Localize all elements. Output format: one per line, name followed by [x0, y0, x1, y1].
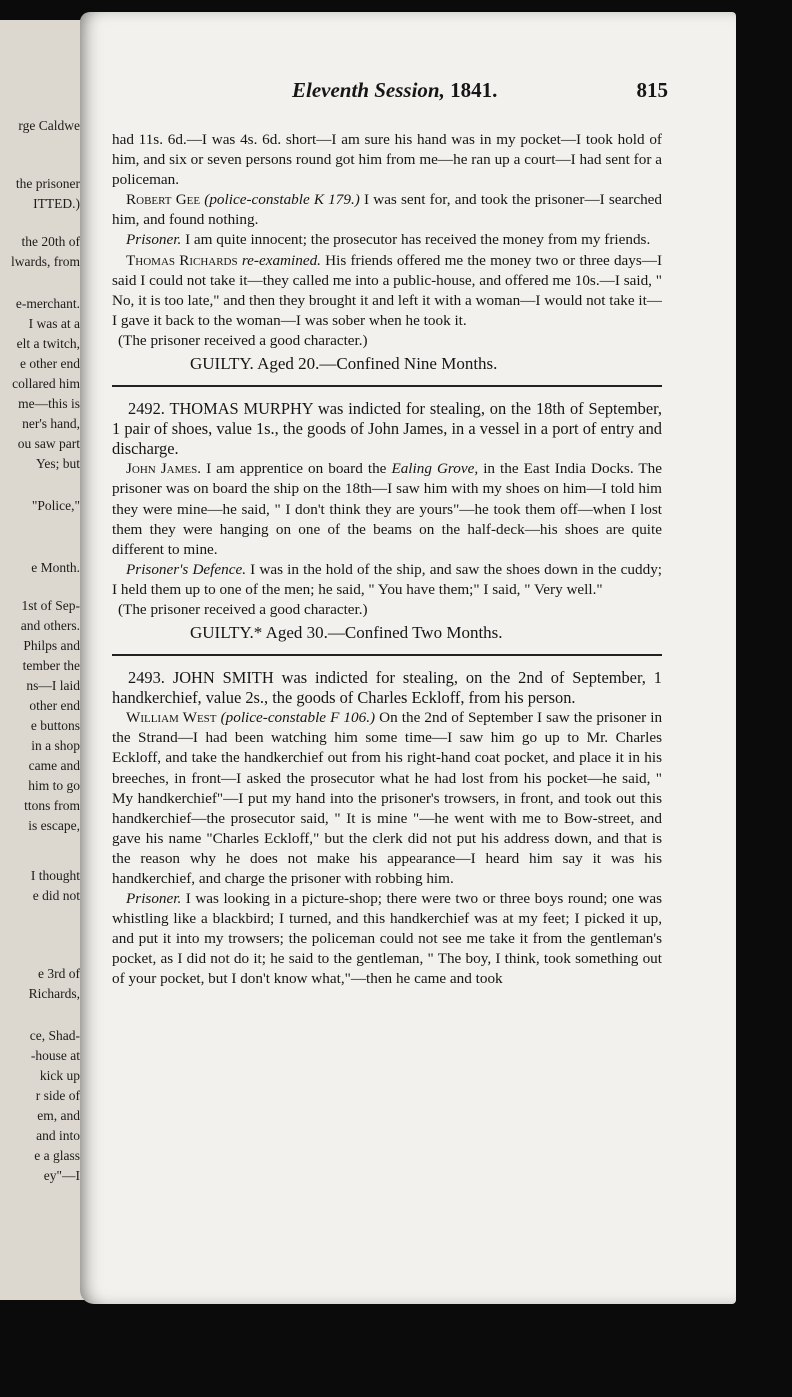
facing-page-line: I was at a: [28, 316, 80, 331]
speaker-role: (police-constable K 179.): [204, 191, 360, 209]
ship-name: Ealing Grove,: [391, 460, 479, 478]
facing-page-line: ou saw part: [17, 436, 80, 451]
speaker-name: Prisoner's Defence.: [126, 560, 247, 578]
session-title: Eleventh Session,: [292, 78, 445, 102]
facing-page-line: ttons from: [24, 798, 80, 813]
facing-page-line: ey"—I: [43, 1168, 80, 1183]
facing-page-line: ITTED.): [33, 196, 80, 211]
facing-page-line: "Police,": [31, 498, 80, 513]
facing-page-line: ce, Shad-: [29, 1028, 80, 1043]
facing-page-line: 1st of Sep-: [21, 598, 80, 613]
facing-page-line: e did not: [32, 888, 80, 903]
character-note: (The prisoner received a good character.): [118, 600, 368, 618]
facing-page-line: Yes; but: [35, 456, 80, 471]
speaker-name: Robert Gee: [126, 191, 201, 209]
facing-page-line: Philps and: [23, 638, 80, 653]
speaker-name: John James.: [126, 460, 202, 478]
facing-page-line: e-merchant.: [15, 296, 80, 311]
testimony-text: I am quite innocent; the prosecutor has received the money from my friends.: [185, 231, 651, 249]
facing-page-line: the 20th of: [21, 234, 80, 249]
book-page: [80, 12, 736, 1304]
case-2493: [112, 668, 662, 990]
divider-rule: [112, 654, 662, 656]
prisoner-defence: [112, 560, 662, 600]
facing-page-line: r side of: [35, 1088, 80, 1103]
page-body: [112, 130, 662, 990]
case-title: 2492. THOMAS MURPHY was indicted for stealing, on the 18th of September, 1 pair of shoes, value 1s., the goods of John James, in a vessel in a port of entry and discharge.: [112, 399, 662, 459]
facing-page-line: ner's hand,: [22, 416, 80, 431]
speaker-name: Thomas Richards: [126, 251, 238, 269]
facing-page-line: -house at: [30, 1048, 80, 1063]
testimony-text: I was sent for, and took the prisoner—I searched him, and found nothing.: [112, 191, 663, 229]
facing-page-line: and others.: [20, 618, 80, 633]
session-year: 1841.: [450, 78, 498, 102]
testimony-text: On the 2nd of September I saw the prisoner in the Strand—I had been watching him some time—I saw him go up to Mr. Charles Eckloff, and take the handkerchief out from his right-hand coat pocket, and place it in his breeches, in front—I asked the prosecutor what he had lost from his pocket—he said, " My handkerchief"—I put my hand into the prisoner's trowsers, in front, and took out this handkerchief—the prosecutor said, " It is mine "—he went with me to Bow-street, and gave his name "Charles Eckloff," but the clerk did not put his address down, and that is the reason why he does not make his appearance—I heard him say it was his handkerchief, and charge the prisoner with robbing him.: [112, 709, 663, 887]
facing-page-line: rge Caldwe: [18, 118, 80, 133]
facing-page-line: ns—I laid: [26, 678, 80, 693]
speaker-role: (police-constable F 106.): [220, 709, 376, 727]
speaker-name: William West: [126, 709, 217, 727]
divider-rule: [112, 385, 662, 387]
facing-page-line: I thought: [30, 868, 80, 883]
facing-page-line: Richards,: [28, 986, 80, 1001]
facing-page-line: the prisoner: [15, 176, 80, 191]
testimony-john-james: [112, 459, 662, 559]
facing-page-line: came and: [28, 758, 80, 773]
testimony-william-west: [112, 708, 662, 889]
facing-page-line: e a glass: [34, 1148, 80, 1163]
testimony-robert-gee: [112, 190, 662, 230]
facing-page-line: him to go: [28, 778, 80, 793]
case-2491-continuation: [112, 130, 662, 375]
facing-page-line: me—this is: [18, 396, 80, 411]
facing-page-line: em, and: [37, 1108, 80, 1123]
paragraph: had 11s. 6d.—I was 4s. 6d. short—I am sure his hand was in my pocket—I took hold of him, and six or seven persons round got him from me—he ran up a court—I had sent for a policeman.: [112, 131, 662, 189]
facing-page-line: other end: [29, 698, 80, 713]
facing-page-line: e buttons: [30, 718, 80, 733]
page-number: 815: [636, 78, 668, 102]
facing-page-line: e 3rd of: [38, 966, 80, 981]
facing-page-line: and into: [36, 1128, 80, 1143]
facing-page-line: elt a twitch,: [16, 336, 80, 351]
speaker-name: Prisoner.: [126, 231, 182, 249]
facing-page-line: kick up: [39, 1068, 80, 1083]
facing-page-line: in a shop: [31, 738, 80, 753]
facing-page-line: lwards, from: [11, 254, 80, 269]
character-note: (The prisoner received a good character.): [118, 331, 368, 349]
facing-page-line: e other end: [20, 356, 80, 371]
speaker-name: Prisoner.: [126, 890, 182, 908]
case-2492: [112, 399, 662, 644]
speaker-role: re-examined.: [241, 251, 321, 269]
prisoner-statement: [112, 230, 662, 250]
testimony-text: His friends offered me the money two or three days—I said I could not take it—they called me into a public-house, and offered me 10s.—I said, " No, it is too late," and then they brought it and left it with a woman—I would not take it—I gave it back to the woman—I was sober when he took it.: [112, 251, 663, 329]
case-title: 2493. JOHN SMITH was indicted for stealing, on the 2nd of September, 1 handkerchief, value 2s., the goods of Charles Eckloff, from his person.: [112, 668, 662, 708]
facing-page-line: is escape,: [28, 818, 80, 833]
running-head: [292, 78, 497, 103]
facing-page-line: tember the: [22, 658, 80, 673]
testimony-thomas-richards: [112, 251, 662, 331]
prisoner-statement: [112, 889, 662, 989]
facing-page-line: e Month.: [31, 560, 80, 575]
testimony-text: I was looking in a picture-shop; there were two or three boys round; one was whistling like a blackbird; I turned, and this handkerchief was at my feet; I picked it up, and put it into my trowsers; the policeman could not see me take it from the gentleman's pocket, as I did not do it; he said to the gentleman, " The boy, I think, took something out of your pocket, but I don't know what,"—then he came and took: [112, 890, 663, 988]
testimony-text: in the East India Docks. The prisoner was on board the ship on the 18th—I saw him with my shoes on him—I told him they were mine—he said, " I don't think they are yours"—he took them off—when I lost them they were hanging on one of the beams on the half-deck—his shoes are quite different to mine.: [112, 460, 662, 558]
testimony-text: I am apprentice on board the: [206, 460, 387, 478]
verdict: GUILTY.* Aged 30.—Confined Two Months.: [190, 623, 503, 643]
testimony-text: I was in the hold of the ship, and saw the shoes down in the cuddy; I held them up to one of the men; he said, " You have them;" I said, " Very well.": [112, 560, 663, 598]
facing-page-line: collared him: [12, 376, 80, 391]
facing-page-fragment: [0, 20, 89, 1300]
page-header: [112, 78, 668, 108]
verdict: GUILTY. Aged 20.—Confined Nine Months.: [190, 354, 498, 374]
